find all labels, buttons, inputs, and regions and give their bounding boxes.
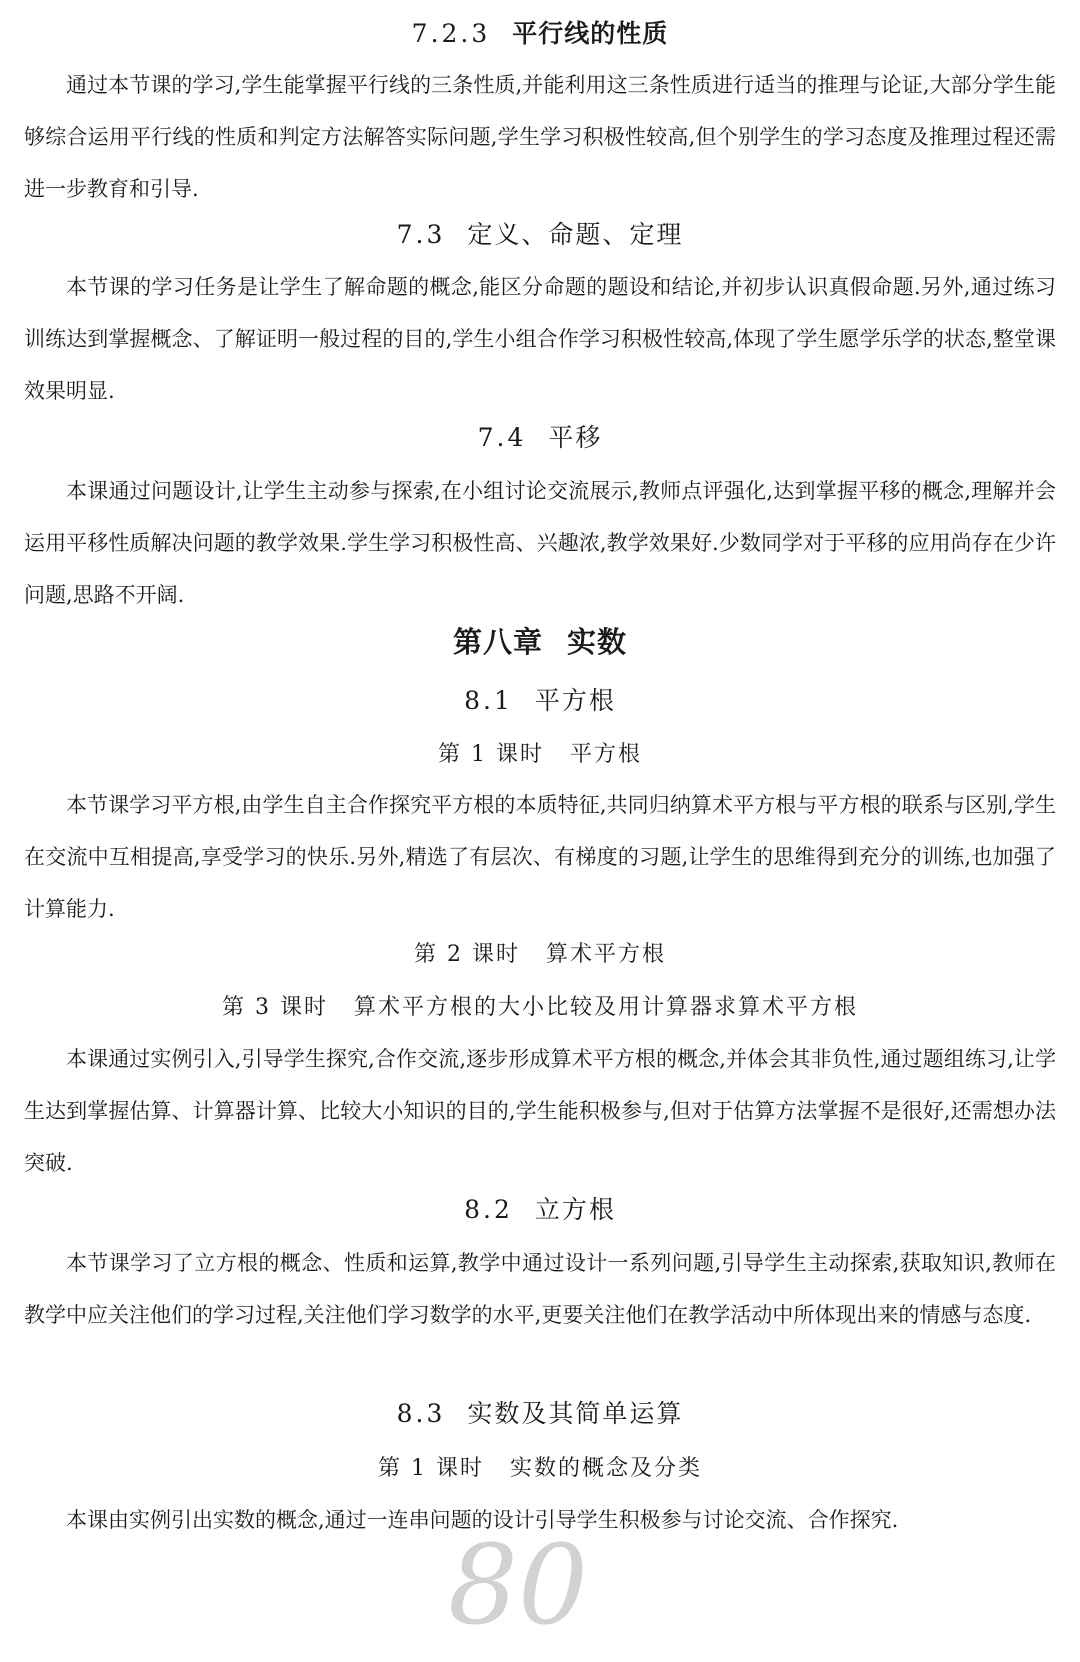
lesson-title: 算术平方根: [545, 942, 666, 967]
heading-number: 8.2: [464, 1195, 513, 1224]
paragraph-text: 本节课学习了立方根的概念、性质和运算,教学中通过设计一系列问题,引导学生主动探索,获取知识,教师在教学中应关注他们的学习过程,关注他们学习数学的水平,更要关注他们在教学活动中所体现出来的情感与态度.: [24, 1251, 1056, 1327]
heading-8-3: [24, 1397, 1056, 1431]
paragraph-text: 本节课的学习任务是让学生了解命题的概念,能区分命题的题设和结论,并初步认识真假命题.另外,通过练习训练达到掌握概念、了解证明一般过程的目的,学生小组合作学习积极性较高,体现了学生愿学乐学的状态,整堂课效果明显.: [24, 275, 1056, 403]
paragraph-8-1-3: [24, 1033, 1056, 1189]
heading-title: 平移: [548, 423, 603, 452]
lesson-8-1-2: [24, 938, 1056, 972]
chapter-8-title: [24, 622, 1056, 662]
page-number: 80: [448, 1521, 588, 1649]
paragraph-7-2-3: [24, 59, 1056, 215]
heading-title: 平方根: [534, 686, 616, 715]
lesson-title: 平方根: [569, 742, 642, 767]
heading-7-4: [24, 421, 1056, 455]
heading-number: 8.1: [464, 686, 513, 715]
paragraph-7-4: [24, 465, 1056, 621]
chapter-title: 实数: [567, 625, 628, 659]
lesson-8-1-1: [24, 738, 1056, 772]
heading-8-2: [24, 1193, 1056, 1227]
heading-title: 实数及其简单运算: [467, 1399, 684, 1428]
heading-number: 8.3: [396, 1399, 446, 1428]
lesson-number: 第 1 课时: [378, 1456, 484, 1481]
paragraph-7-3: [24, 261, 1056, 417]
paragraph-text: 本课通过问题设计,让学生主动参与探索,在小组讨论交流展示,教师点评强化,达到掌握平移的概念,理解并会运用平移性质解决问题的教学效果.学生学习积极性高、兴趣浓,教学效果好.少数同学对于平移的应用尚存在少许问题,思路不开阔.: [24, 479, 1056, 607]
heading-number: 7.4: [477, 423, 527, 452]
paragraph-text: 本课由实例引出实数的概念,通过一连串问题的设计引导学生积极参与讨论交流、合作探究.: [66, 1508, 899, 1532]
heading-title: 立方根: [534, 1195, 616, 1224]
lesson-title: 算术平方根的大小比较及用计算器求算术平方根: [353, 995, 858, 1020]
paragraph-8-2: [24, 1237, 1056, 1341]
heading-title: 定义、命题、定理: [467, 220, 684, 249]
lesson-8-1-3: [24, 991, 1056, 1025]
lesson-8-3-1: [24, 1452, 1056, 1486]
paragraph-text: 本课通过实例引入,引导学生探究,合作交流,逐步形成算术平方根的概念,并体会其非负性,通过题组练习,让学生达到掌握估算、计算器计算、比较大小知识的目的,学生能积极参与,但对于估算方法掌握不是很好,还需想办法突破.: [24, 1047, 1056, 1175]
chapter-number: 第八章: [452, 625, 543, 659]
lesson-title: 实数的概念及分类: [509, 1456, 702, 1481]
heading-7-3: [24, 218, 1056, 252]
heading-number: 7.2.3: [411, 19, 491, 48]
paragraph-8-3-1: [24, 1494, 1056, 1546]
paragraph-text: 通过本节课的学习,学生能掌握平行线的三条性质,并能利用这三条性质进行适当的推理与论证,大部分学生能够综合运用平行线的性质和判定方法解答实际问题,学生学习积极性较高,但个别学生的学习态度及推理过程还需进一步教育和引导.: [24, 73, 1056, 201]
paragraph-8-1-1: [24, 779, 1056, 935]
heading-number: 7.3: [396, 220, 446, 249]
lesson-number: 第 2 课时: [414, 942, 520, 967]
heading-7-2-3: [24, 17, 1056, 51]
lesson-number: 第 1 课时: [438, 742, 544, 767]
paragraph-text: 本节课学习平方根,由学生自主合作探究平方根的本质特征,共同归纳算术平方根与平方根的联系与区别,学生在交流中互相提高,享受学习的快乐.另外,精选了有层次、有梯度的习题,让学生的思维得到充分的训练,也加强了计算能力.: [24, 793, 1056, 921]
heading-8-1: [24, 684, 1056, 718]
heading-title: 平行线的性质: [512, 19, 669, 48]
lesson-number: 第 3 课时: [222, 995, 328, 1020]
